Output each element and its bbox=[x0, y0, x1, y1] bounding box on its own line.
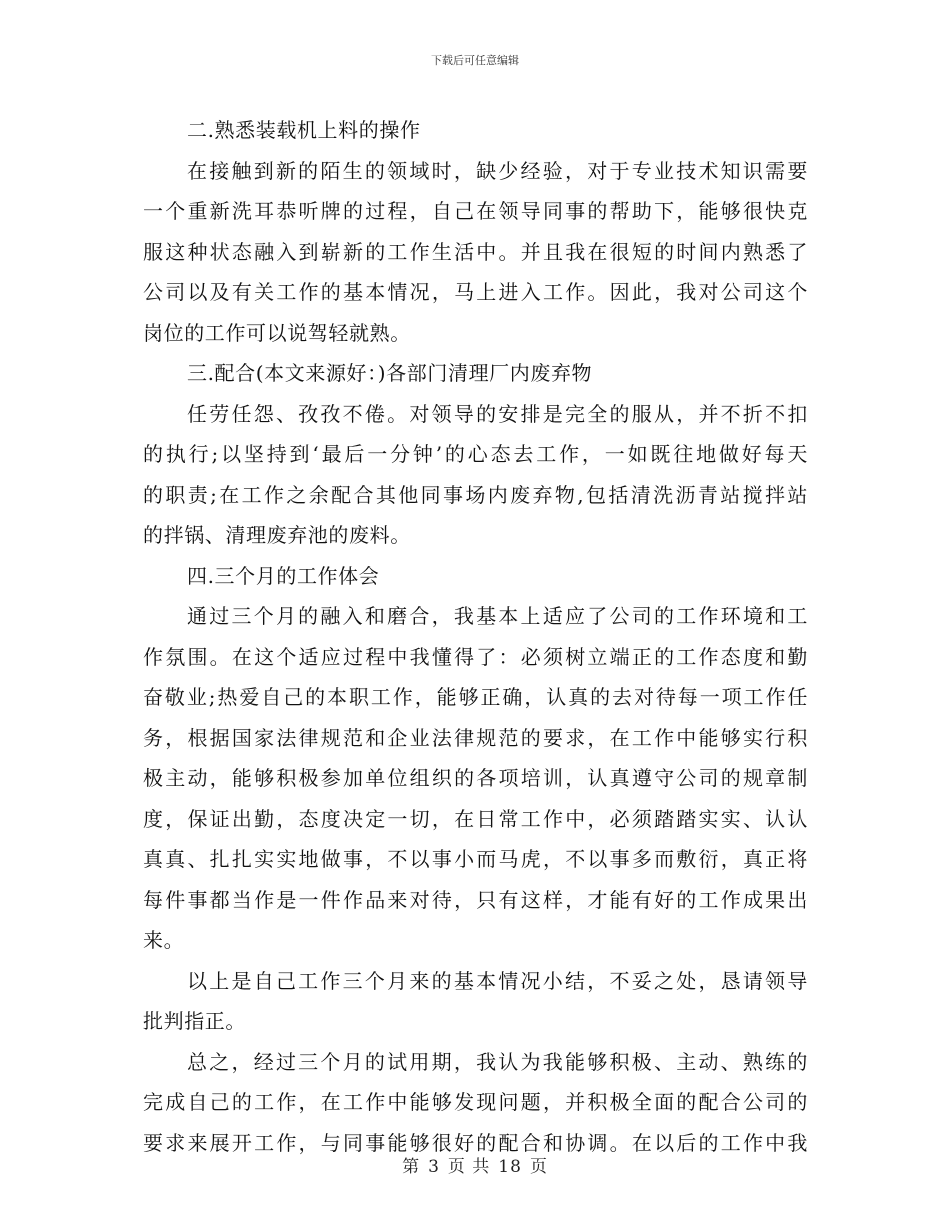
text-line: 的执行;以坚持到‘最后一分钟’的心态去工作，一如既往地做好每天 bbox=[143, 442, 808, 466]
text-line: 真真、扎扎实实地做事，不以事小而马虎，不以事多而敷衍，真正将 bbox=[143, 847, 808, 871]
page-header: 下载后可任意编辑 bbox=[431, 54, 519, 67]
text-line: 三.配合(本文来源好：)各部门清理厂内废弃物 bbox=[187, 361, 593, 385]
text-line: 通过三个月的融入和磨合，我基本上适应了公司的工作环境和工 bbox=[187, 604, 808, 628]
text-line: 的职责;在工作之余配合其他同事场内废弃物,包括清洗沥青站搅拌站 bbox=[143, 482, 808, 507]
text-line: 以上是自己工作三个月来的基本情况小结，不妥之处，恳请领导 bbox=[187, 968, 808, 993]
text-line: 的拌锅、清理废弃池的废料。 bbox=[143, 523, 411, 547]
text-line: 来。 bbox=[143, 928, 185, 952]
footer-suffix: 页 bbox=[529, 1157, 548, 1177]
text-line: 极主动，能够积极参加单位组织的各项培训，认真遵守公司的规章制 bbox=[143, 766, 808, 790]
text-line: 一个重新洗耳恭听牌的过程，自己在领导同事的帮助下，能够很快克 bbox=[143, 199, 808, 223]
text-line: 要求来展开工作，与同事能够很好的配合和协调。在以后的工作中我 bbox=[143, 1130, 808, 1155]
text-line: 总之，经过三个月的试用期，我认为我能够积极、主动、熟练的 bbox=[187, 1049, 808, 1074]
footer-total-pages: 18 bbox=[498, 1157, 522, 1177]
text-line: 完成自己的工作，在工作中能够发现问题，并积极全面的配合公司的 bbox=[143, 1090, 808, 1114]
text-line: 服这种状态融入到崭新的工作生活中。并且我在很短的时间内熟悉了 bbox=[143, 239, 808, 264]
footer-prefix: 第 bbox=[402, 1157, 421, 1177]
text-line: 任劳任怨、孜孜不倦。对领导的安排是完全的服从，并不折不扣 bbox=[187, 401, 808, 426]
text-line: 务，根据国家法律规范和企业法律规范的要求，在工作中能够实行积 bbox=[143, 725, 808, 750]
text-line: 公司以及有关工作的基本情况，马上进入工作。因此，我对公司这个 bbox=[143, 280, 808, 304]
text-line: 每件事都当作是一件作品来对待，只有这样，才能有好的工作成果出 bbox=[143, 887, 808, 912]
body-text bbox=[143, 110, 808, 1163]
text-line: 二.熟悉装载机上料的操作 bbox=[187, 118, 421, 142]
text-line: 批判指正。 bbox=[143, 1009, 246, 1033]
footer-page-number: 3 bbox=[428, 1157, 440, 1177]
page-footer bbox=[0, 1152, 950, 1177]
text-line: 岗位的工作可以说驾轻就熟。 bbox=[143, 320, 411, 345]
text-line: 作氛围。在这个适应过程中我懂得了：必须树立端正的工作态度和勤 bbox=[143, 644, 808, 669]
text-line: 度，保证出勤，态度决定一切，在日常工作中，必须踏踏实实、认认 bbox=[143, 806, 808, 831]
footer-middle: 页 共 bbox=[447, 1157, 491, 1177]
text-line: 四.三个月的工作体会 bbox=[187, 563, 380, 588]
text-line: 奋敬业;热爱自己的本职工作，能够正确，认真的去对待每一项工作任 bbox=[143, 685, 808, 709]
text-line: 在接触到新的陌生的领域时，缺少经验，对于专业技术知识需要 bbox=[187, 158, 808, 183]
